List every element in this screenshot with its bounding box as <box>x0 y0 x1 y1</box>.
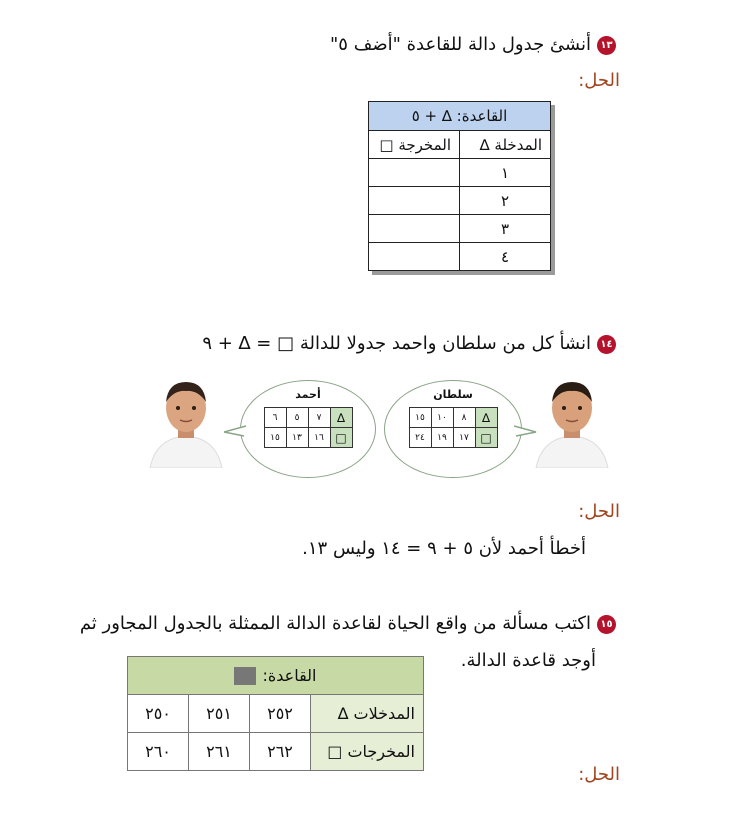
ahmad-cell: ١٦ <box>308 428 330 448</box>
q15-output-cell: ٢٦٠ <box>128 733 189 771</box>
q15-row-outputs-label: المخرجات □ <box>311 733 424 771</box>
q13-number: ١٣ <box>597 36 616 55</box>
q15-text-line1: اكتب مسألة من واقع الحياة لقاعدة الدالة الممثلة بالجدول المجاور ثم <box>79 613 591 634</box>
q13-solution-label: الحل: <box>578 70 620 91</box>
q13-input-cell: ٤ <box>460 243 551 271</box>
table-row <box>369 159 551 187</box>
q15-solution-label: الحل: <box>578 764 620 785</box>
q15-input-cell: ٢٥٢ <box>250 695 311 733</box>
table-row <box>369 215 551 243</box>
sultan-cell: ١٧ <box>453 428 475 448</box>
q13-function-table-wrap <box>368 101 551 271</box>
q14-answer: أخطأ أحمد لأن ٥ + ٩ = ١٤ وليس ١٣. <box>302 538 586 559</box>
ahmad-name: أحمد <box>295 388 321 401</box>
q13-question <box>330 34 616 55</box>
q14-solution-label: الحل: <box>578 501 620 522</box>
table-row <box>369 187 551 215</box>
q14-question <box>202 333 616 354</box>
q13-text: أنشئ جدول دالة للقاعدة "أضف ٥" <box>330 34 591 55</box>
q15-function-table-wrap <box>127 656 424 771</box>
q13-output-cell[interactable] <box>369 243 460 271</box>
ahmad-cell: □ <box>330 428 352 448</box>
q13-col-output: المخرجة □ <box>369 131 460 159</box>
q13-input-cell: ٢ <box>460 187 551 215</box>
table-row <box>409 408 497 428</box>
q15-input-cell: ٢٥٠ <box>128 695 189 733</box>
q15-text-line2: أوجد قاعدة الدالة. <box>460 650 596 671</box>
sultan-cell: ٢٤ <box>409 428 431 448</box>
ahmad-cell: ٦ <box>264 408 286 428</box>
sultan-table <box>409 407 498 448</box>
q13-input-cell: ٣ <box>460 215 551 243</box>
sultan-cell: ١٥ <box>409 408 431 428</box>
boy-portrait-icon <box>532 372 612 468</box>
q13-output-cell[interactable] <box>369 187 460 215</box>
q13-input-cell: ١ <box>460 159 551 187</box>
q14-number: ١٤ <box>597 335 616 354</box>
ahmad-bubble-tail <box>224 424 248 438</box>
sultan-cell: ∆ <box>475 408 497 428</box>
q13-output-cell[interactable] <box>369 159 460 187</box>
q15-input-cell: ٢٥١ <box>189 695 250 733</box>
table-row <box>409 428 497 448</box>
q13-function-table <box>368 101 551 271</box>
q15-question <box>80 613 616 634</box>
q15-output-cell: ٢٦٢ <box>250 733 311 771</box>
q14-text: انشأ كل من سلطان واحمد جدولا للدالة □ = ∆ + ٩ <box>202 333 591 354</box>
table-row <box>128 733 424 771</box>
ahmad-cell: ٥ <box>286 408 308 428</box>
boy-portrait-icon <box>146 372 226 468</box>
q15-function-table <box>127 656 424 771</box>
sultan-figure <box>532 372 612 468</box>
sultan-cell: ١٠ <box>431 408 453 428</box>
table-row <box>264 408 352 428</box>
hidden-rule-box <box>234 667 256 685</box>
sultan-cell: □ <box>475 428 497 448</box>
sultan-name: سلطان <box>433 388 473 401</box>
ahmad-table <box>264 407 353 448</box>
ahmad-figure <box>146 372 226 468</box>
q13-output-cell[interactable] <box>369 215 460 243</box>
q15-table-header <box>128 657 424 695</box>
q15-row-inputs-label: المدخلات ∆ <box>311 695 424 733</box>
ahmad-speech-bubble <box>240 380 376 478</box>
q13-col-input: المدخلة ∆ <box>460 131 551 159</box>
q15-rule-label: القاعدة: <box>262 665 317 685</box>
ahmad-cell: ∆ <box>330 408 352 428</box>
sultan-cell: ١٩ <box>431 428 453 448</box>
q15-output-cell: ٢٦١ <box>189 733 250 771</box>
ahmad-cell: ٧ <box>308 408 330 428</box>
ahmad-cell: ١٥ <box>264 428 286 448</box>
ahmad-cell: ١٣ <box>286 428 308 448</box>
sultan-cell: ٨ <box>453 408 475 428</box>
table-row <box>264 428 352 448</box>
sultan-speech-bubble <box>384 380 522 478</box>
q15-number: ١٥ <box>597 615 616 634</box>
table-row <box>128 695 424 733</box>
sultan-bubble-tail <box>514 424 538 438</box>
q13-table-header: القاعدة: ∆ + ٥ <box>369 102 551 131</box>
table-row <box>369 243 551 271</box>
